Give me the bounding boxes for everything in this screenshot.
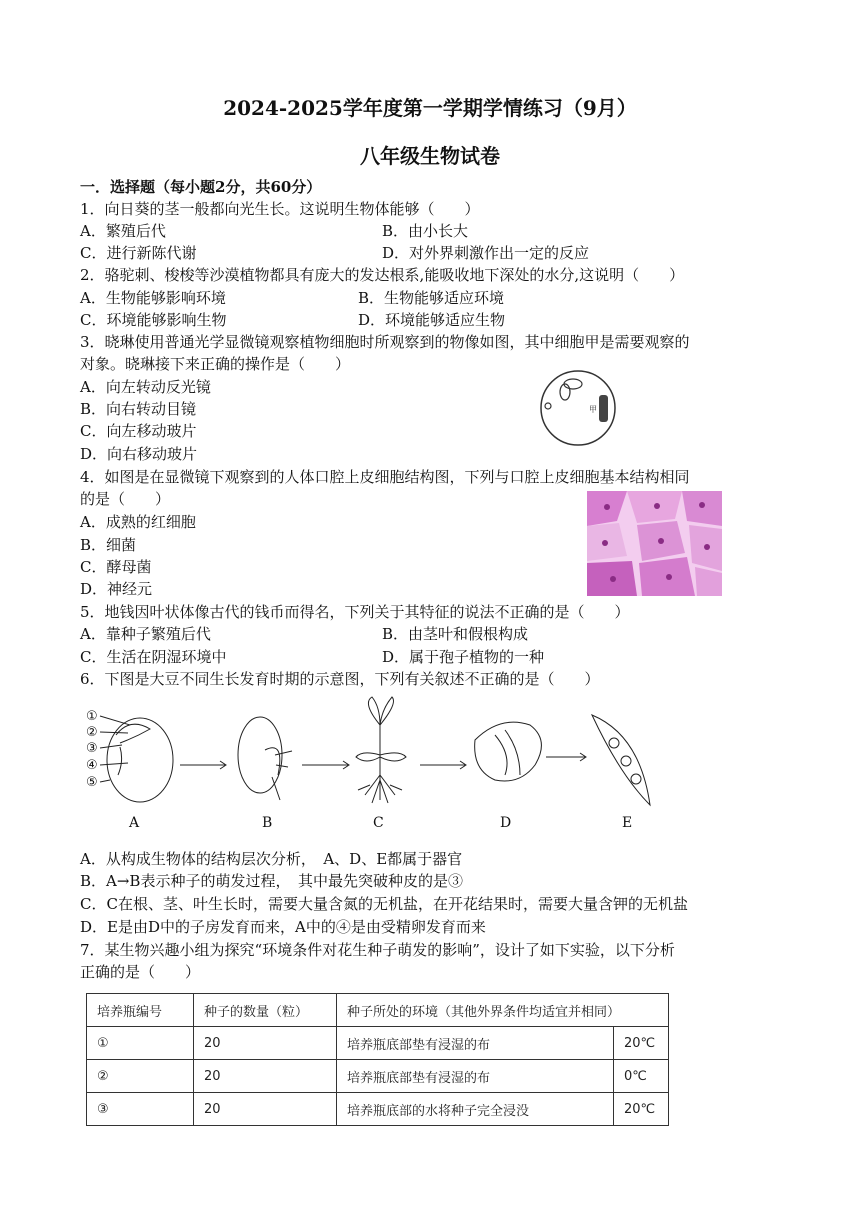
stage-label-c: C — [373, 815, 384, 831]
exam-subtitle: 八年级生物试卷 — [360, 144, 500, 168]
table-cell: 20 — [194, 1027, 337, 1060]
q1-option-c: C．进行新陈代谢 — [80, 244, 197, 262]
cheek-cell-micrograph — [587, 491, 722, 596]
table-header: 培养瓶编号 — [87, 994, 194, 1027]
q1-option-b: B．由小长大 — [382, 222, 469, 240]
q4-option-b: B．细菌 — [80, 536, 137, 554]
q3-stem-line2: 对象。晓琳接下来正确的操作是（ ） — [80, 355, 351, 373]
marker-5: ⑤ — [86, 775, 98, 790]
q5-option-d: D．属于孢子植物的一种 — [382, 648, 545, 666]
q2-option-b: B．生物能够适应环境 — [358, 289, 505, 307]
q3-option-a: A．向左转动反光镜 — [80, 378, 211, 396]
table-row — [87, 1027, 669, 1060]
table-header: 种子的数量（粒） — [194, 994, 337, 1027]
q2-option-a: A．生物能够影响环境 — [80, 289, 226, 307]
table-cell: 培养瓶底部垫有浸湿的布 — [337, 1027, 614, 1060]
q6-option-b: B．A→B表示种子的萌发过程， 其中最先突破种皮的是③ — [80, 872, 463, 890]
q2-option-d: D．环境能够适应生物 — [358, 311, 506, 329]
exam-title: 2024-2025学年度第一学期学情练习（9月） — [223, 96, 637, 120]
table-row — [87, 1093, 669, 1126]
soybean-growth-diagram — [80, 695, 680, 815]
stage-label-e: E — [622, 815, 633, 831]
table-cell: 培养瓶底部垫有浸湿的布 — [337, 1060, 614, 1093]
q5-stem: 5．地钱因叶状体像古代的钱币而得名，下列关于其特征的说法不正确的是（ ） — [80, 603, 630, 621]
q7-stem-line2: 正确的是（ ） — [80, 963, 201, 981]
table-cell: ① — [87, 1027, 194, 1060]
section-heading: 一．选择题（每小题2分，共60分） — [80, 178, 322, 196]
q3-option-c: C．向左移动玻片 — [80, 422, 197, 440]
marker-1: ① — [86, 709, 98, 724]
q5-option-a: A．靠种子繁殖后代 — [80, 625, 211, 643]
q1-option-d: D．对外界刺激作出一定的反应 — [382, 244, 590, 262]
stage-label-a: A — [129, 815, 140, 831]
table-cell: 20℃ — [614, 1027, 669, 1060]
marker-3: ③ — [86, 741, 98, 756]
q1-stem: 1．向日葵的茎一般都向光生长。这说明生物体能够（ ） — [80, 200, 480, 218]
table-cell: ② — [87, 1060, 194, 1093]
q7-stem-line1: 7．某生物兴趣小组为探究“环境条件对花生种子萌发的影响”，设计了如下实验，以下分析 — [80, 941, 675, 959]
q3-stem-line1: 3．晓琳使用普通光学显微镜观察植物细胞时所观察到的物像如图，其中细胞甲是需要观察的 — [80, 333, 690, 351]
q1-option-a: A．繁殖后代 — [80, 222, 166, 240]
q3-option-b: B．向右转动目镜 — [80, 400, 197, 418]
q6-option-d: D．E是由D中的子房发育而来，A中的④是由受精卵发育而来 — [80, 918, 486, 936]
q5-option-b: B．由茎叶和假根构成 — [382, 625, 529, 643]
experiment-table — [86, 993, 669, 1126]
table-header-row — [87, 994, 669, 1027]
marker-2: ② — [86, 725, 98, 740]
q4-option-d: D．神经元 — [80, 580, 153, 598]
marker-4: ④ — [86, 758, 98, 773]
stage-label-b: B — [262, 815, 273, 831]
stage-label-d: D — [500, 815, 512, 831]
q4-option-a: A．成熟的红细胞 — [80, 513, 196, 531]
cell-jia-label: 甲 — [589, 405, 597, 414]
q4-stem-line2: 的是（ ） — [80, 490, 171, 508]
q6-option-c: C．C在根、茎、叶生长时，需要大量含氮的无机盐，在开花结果时，需要大量含钾的无机盐 — [80, 895, 688, 913]
microscope-view-figure — [538, 368, 620, 448]
table-cell: 0℃ — [614, 1060, 669, 1093]
q2-option-c: C．环境能够影响生物 — [80, 311, 227, 329]
q3-option-d: D．向右移动玻片 — [80, 445, 198, 463]
table-row — [87, 1060, 669, 1093]
q6-option-a: A．从构成生物体的结构层次分析， A、D、E都属于器官 — [80, 850, 463, 868]
table-header: 种子所处的环境（其他外界条件均适宜并相同） — [337, 994, 669, 1027]
q2-stem: 2．骆驼刺、梭梭等沙漠植物都具有庞大的发达根系,能吸收地下深处的水分,这说明（ ） — [80, 266, 685, 284]
table-cell: 20℃ — [614, 1093, 669, 1126]
table-cell: ③ — [87, 1093, 194, 1126]
table-cell: 20 — [194, 1093, 337, 1126]
table-cell: 培养瓶底部的水将种子完全浸没 — [337, 1093, 614, 1126]
q4-stem-line1: 4．如图是在显微镜下观察到的人体口腔上皮细胞结构图，下列与口腔上皮细胞基本结构相同 — [80, 468, 690, 486]
q6-stem: 6．下图是大豆不同生长发育时期的示意图，下列有关叙述不正确的是（ ） — [80, 670, 600, 688]
q5-option-c: C．生活在阴湿环境中 — [80, 648, 227, 666]
table-cell: 20 — [194, 1060, 337, 1093]
q4-option-c: C．酵母菌 — [80, 558, 152, 576]
